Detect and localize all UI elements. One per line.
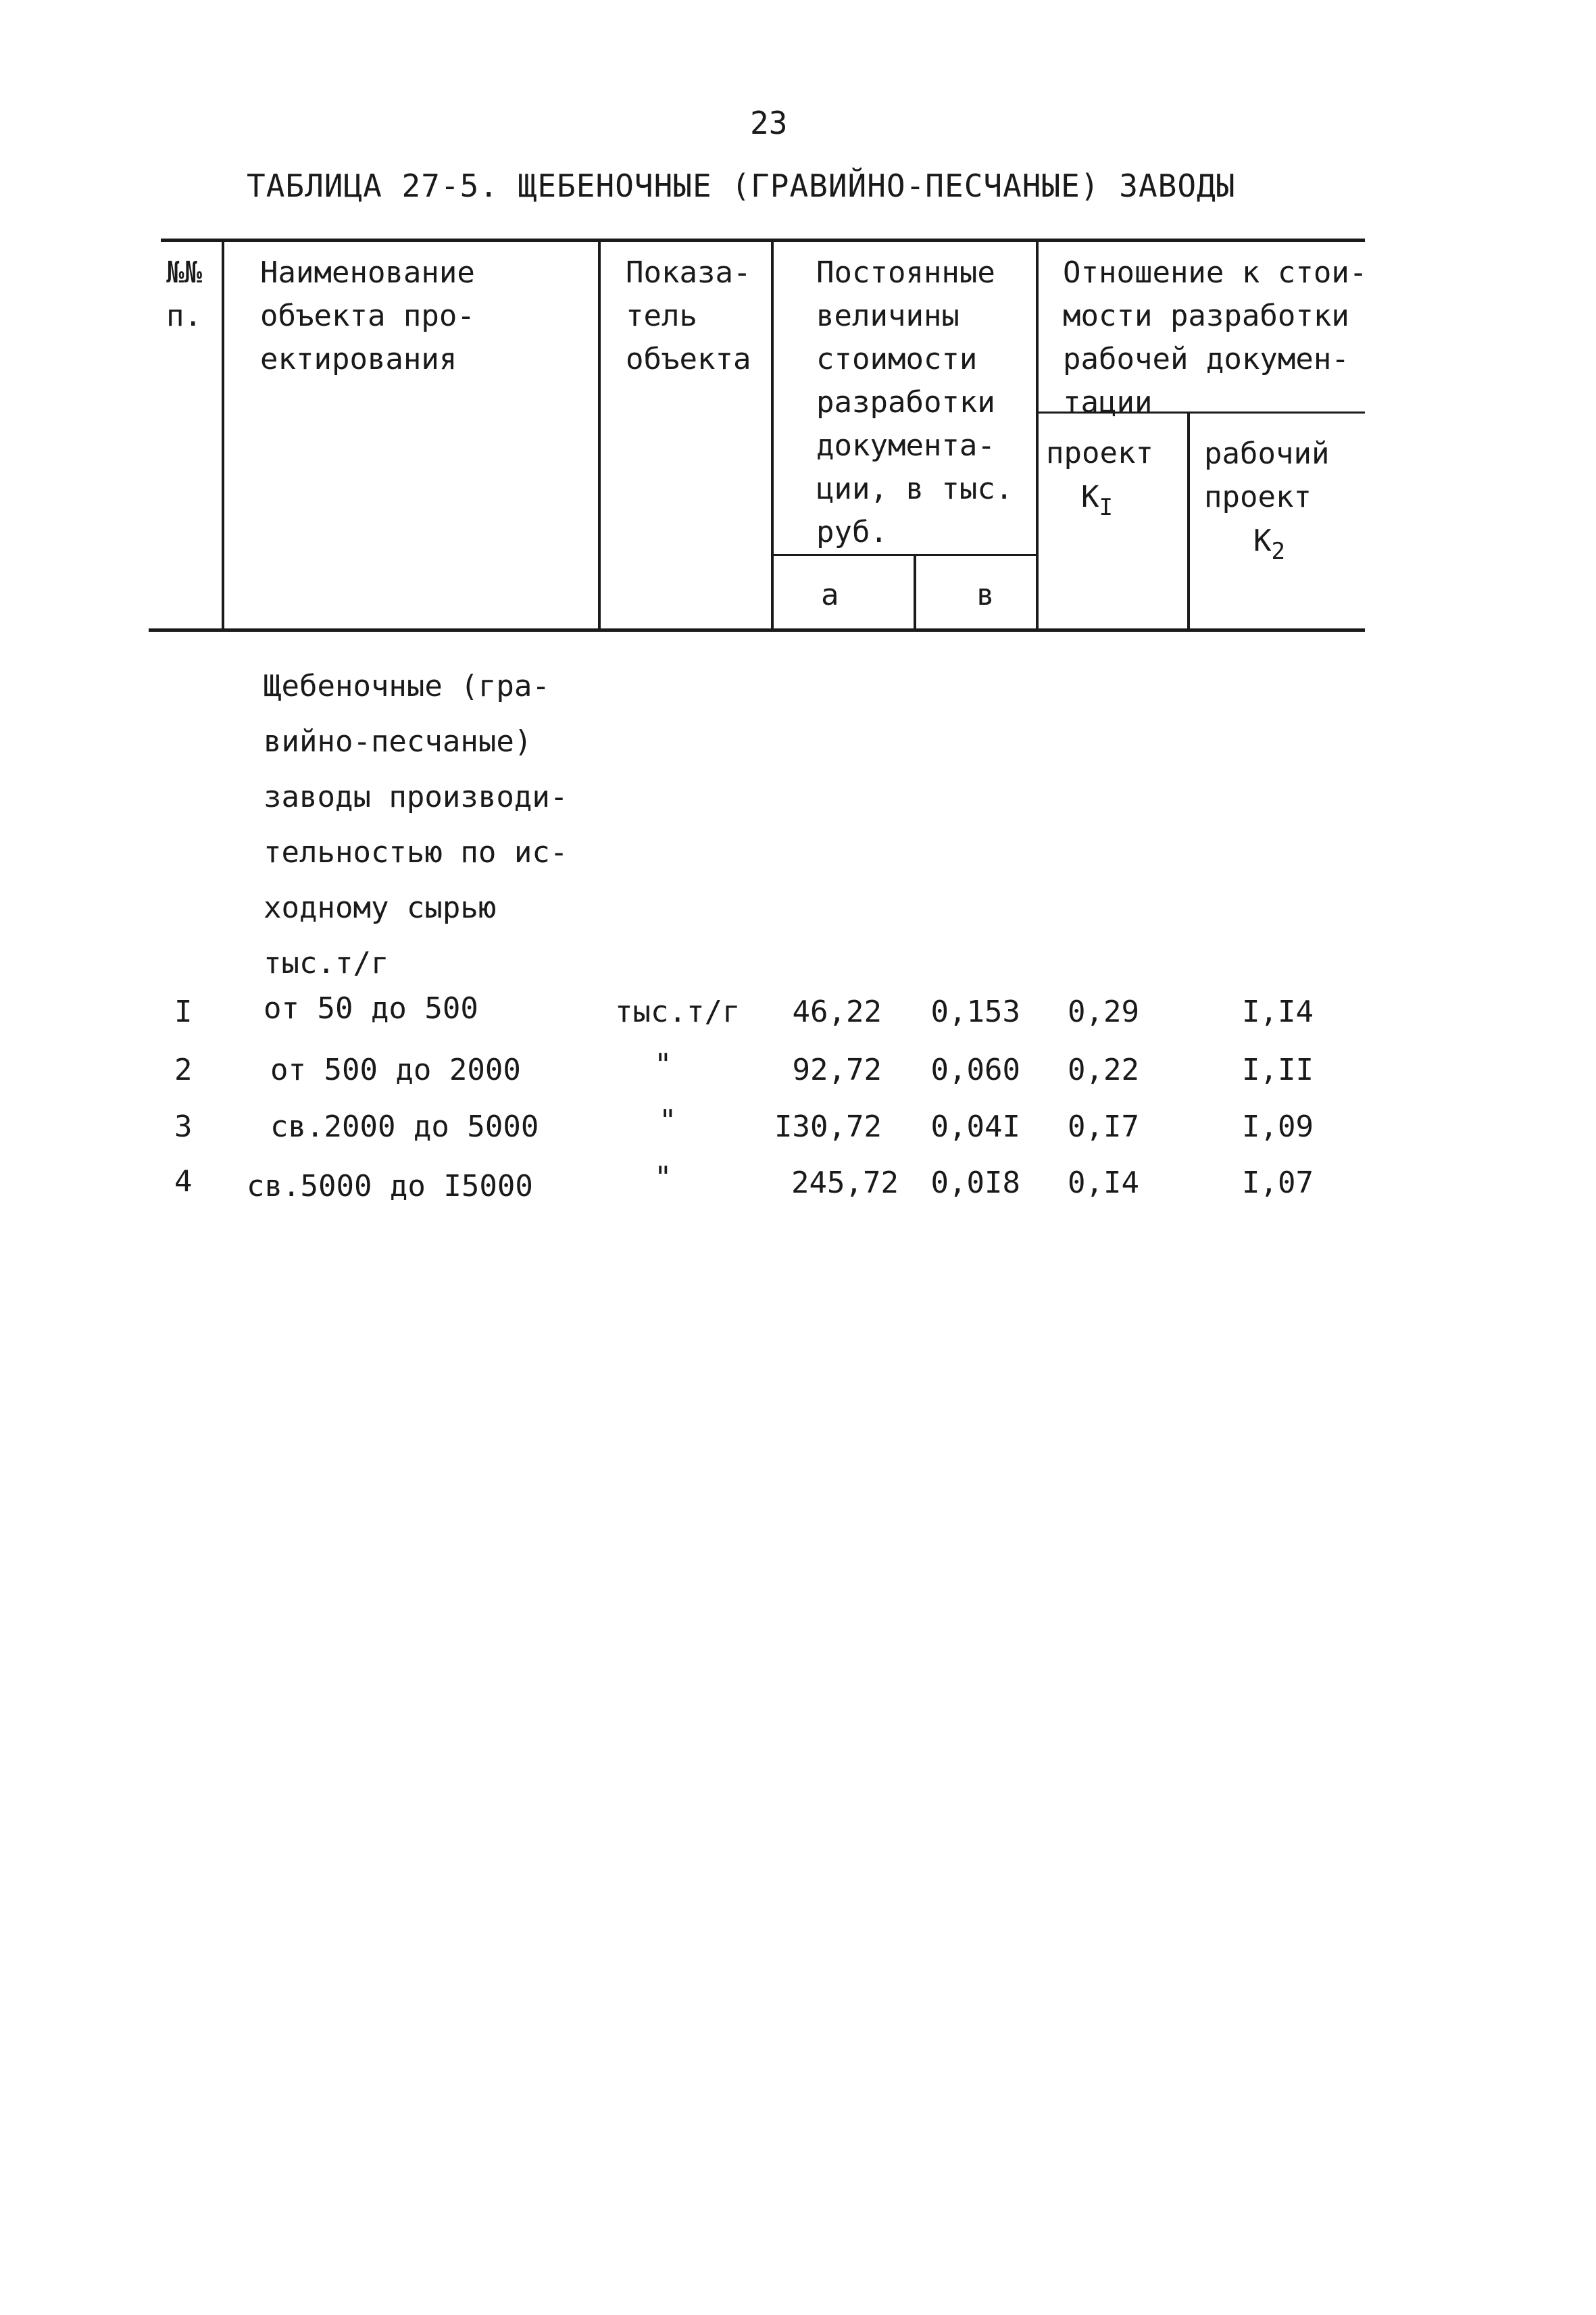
page-number: 23 [750,105,788,141]
row-k1: 0,I7 [1068,1110,1139,1144]
constants-split-rule [772,554,1037,556]
header-col-indicator: Показа- тель объекта [626,255,751,376]
header-col-name: Наименование объекта про- ектирования [260,255,475,376]
row-no: 2 [174,1053,193,1087]
table-title: ТАБЛИЦА 27-5. ЩЕБЕНОЧНЫЕ (ГРАВИЙНО-ПЕСЧАНЫЕ) ЗАВОДЫ [247,168,1236,204]
group-label-line: тыс.т/г [264,946,389,980]
col-divider-k [1187,412,1190,630]
header-col-a: а [821,578,839,612]
row-no: I [174,995,193,1029]
header-col-b: в [976,578,995,612]
group-label-line: Щебеночные (гра- [264,669,550,703]
col-divider-3 [771,240,774,630]
row-no: 3 [174,1110,193,1144]
row-value-a: 245,72 [791,1166,899,1200]
header-col-ratio: Отношение к стои- мости разработки рабочей докумен- тации [1063,255,1368,420]
row-value-a: I30,72 [774,1110,882,1144]
row-k2: I,07 [1242,1166,1314,1200]
row-k2: I,I4 [1242,995,1314,1029]
row-k1: 0,29 [1068,995,1139,1029]
row-k1: 0,22 [1068,1053,1139,1087]
col-divider-2 [598,240,601,630]
header-bottom-rule [149,628,1365,632]
header-col-k1-text: проект [1046,436,1153,470]
row-name: св.2000 до 5000 [270,1110,539,1144]
row-k2: I,09 [1242,1110,1314,1144]
k1-subscript: I [1099,494,1113,521]
header-col-no: №№ п. [166,255,202,333]
row-value-a: 92,72 [792,1053,882,1087]
row-indicator: " [654,1160,672,1195]
header-col-k2-text: рабочий проект [1204,437,1330,514]
col-divider-ab [914,555,916,630]
col-divider-1 [222,240,224,630]
k2-subscript: 2 [1271,538,1285,565]
group-label-line: тельностью по ис- [264,835,568,870]
col-divider-4 [1036,240,1039,630]
row-k1: 0,I4 [1068,1166,1139,1200]
row-indicator: тыс.т/г [615,995,741,1029]
header-top-rule [161,239,1365,242]
row-indicator: " [654,1047,672,1082]
group-label-line: вийно-песчаные) [264,724,532,759]
row-name: св.5000 до I5000 [247,1169,533,1203]
k2-letter: К [1253,524,1272,558]
header-col-constants: Постоянные величины стоимости разработки документа- ции, в тыс. руб. [816,255,1014,549]
row-value-a: 46,22 [792,995,882,1029]
row-value-b: 0,0I8 [930,1166,1020,1200]
row-no: 4 [174,1164,193,1199]
row-name: от 500 до 2000 [270,1053,521,1087]
header-col-k1-symbol [1081,476,1113,528]
row-k2: I,II [1242,1053,1314,1087]
row-value-b: 0,153 [930,995,1020,1029]
row-indicator: " [659,1103,677,1138]
k1-letter: К [1081,480,1099,514]
group-label-line: ходному сырью [264,891,497,925]
row-value-b: 0,060 [930,1053,1020,1087]
row-value-b: 0,04I [930,1110,1020,1144]
header-col-k2-symbol [1253,520,1285,572]
group-label-line: заводы производи- [264,780,568,814]
row-name: от 50 до 500 [264,991,478,1026]
